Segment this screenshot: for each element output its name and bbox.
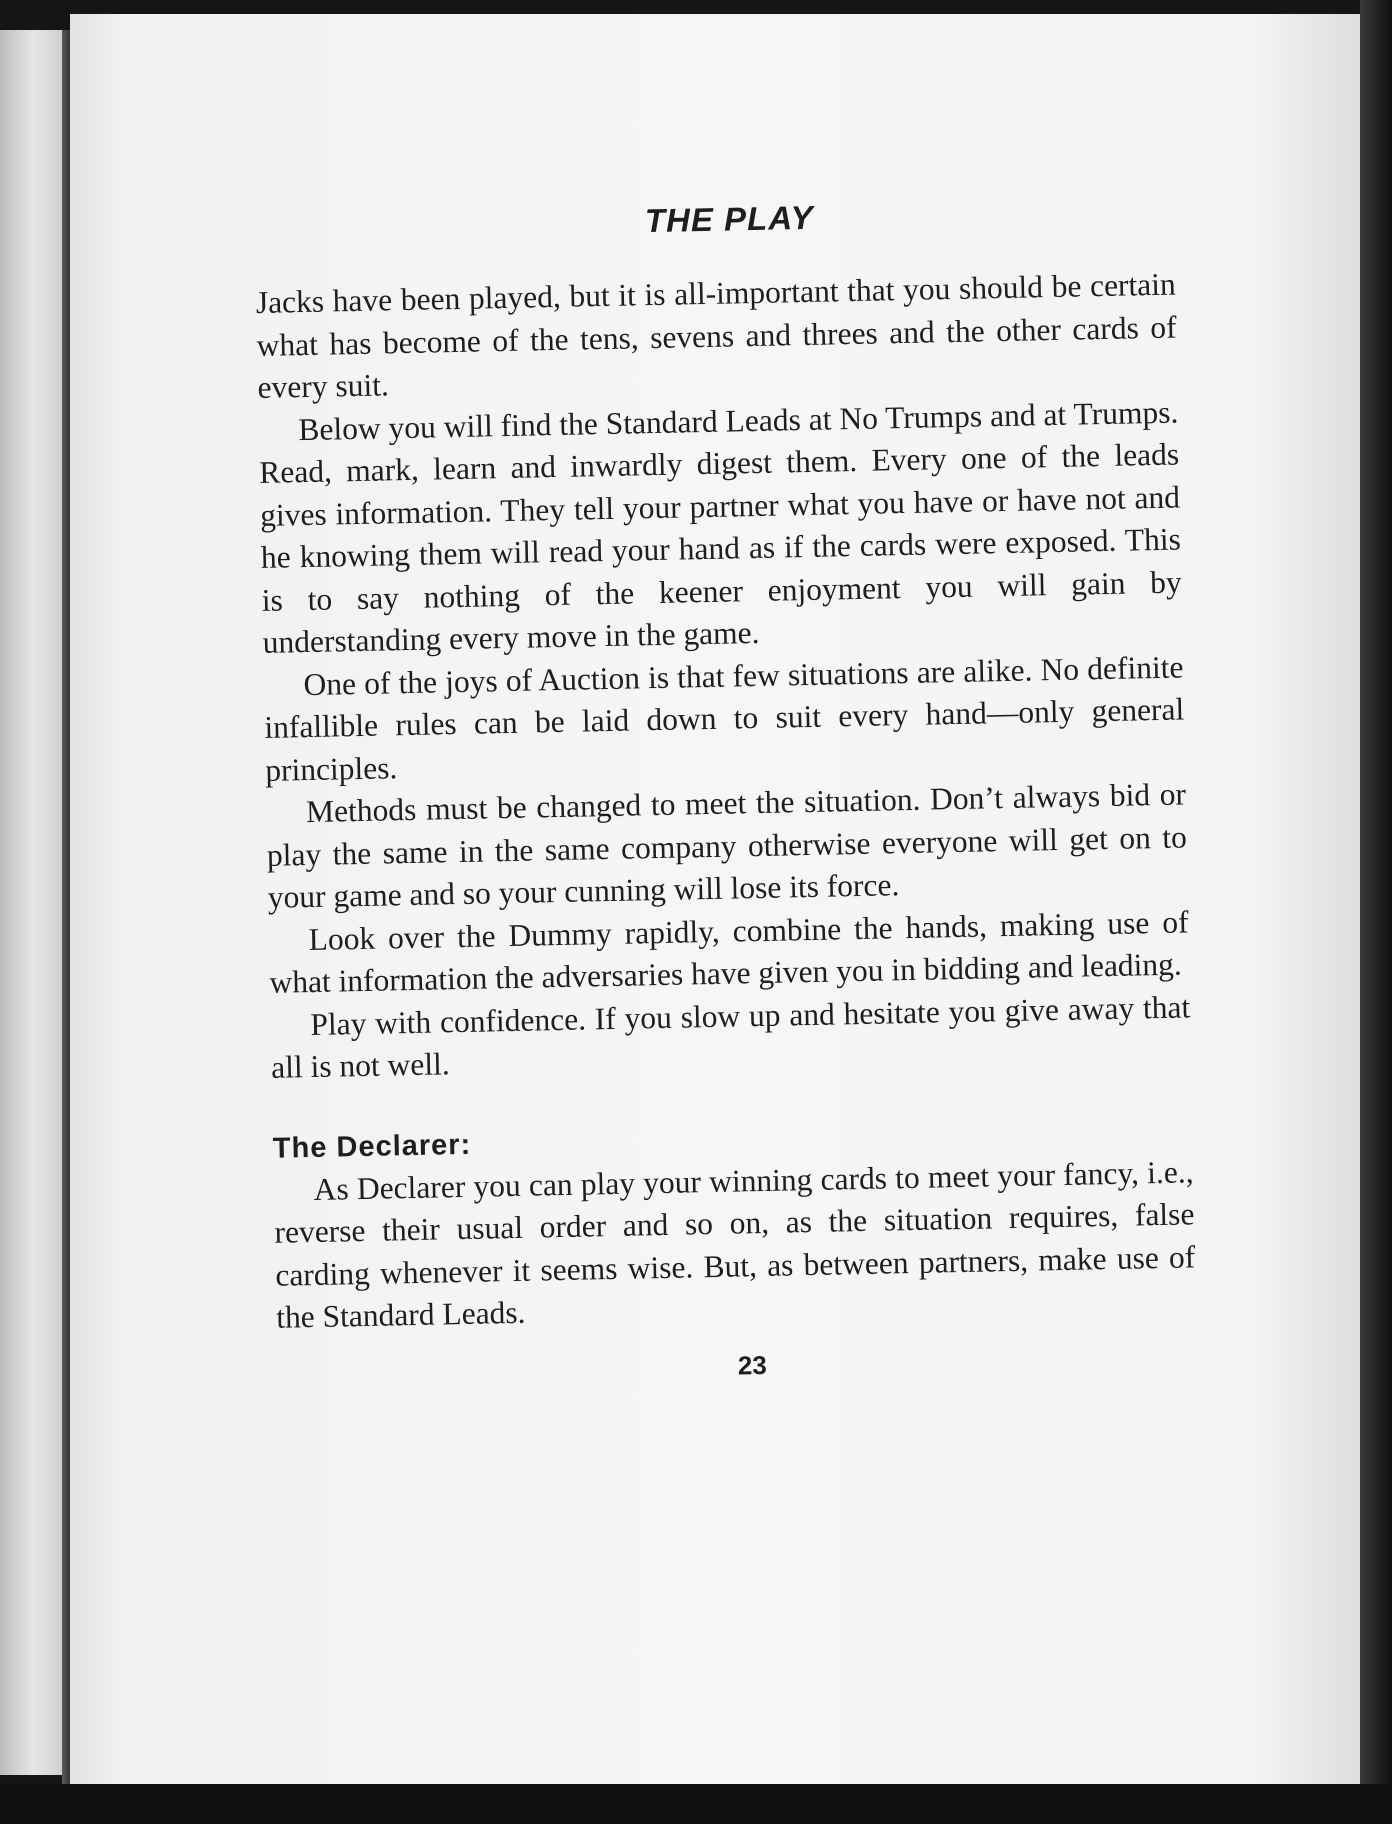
paragraph-methods: Methods must be changed to meet the situation. Don’t always bid or play the same in the same company otherwise everyone will get on to your game and so your cunning will lose its force. — [266, 776, 1188, 915]
running-head: THE PLAY — [644, 198, 814, 240]
page-text-block — [254, 192, 1198, 1391]
page-number: 23 — [737, 1349, 768, 1381]
paragraph-declarer: As Declarer you can play your winning cards to meet your fancy, i.e., reverse their usual order and so on, as the situation requires, false carding whenever it seems wise. But, as between partners, make use of the Standard Leads. — [274, 1153, 1196, 1335]
paragraph-continued: Jacks have been played, but it is all-important that you should be certain what has become of the tens, sevens and threes and the other cards of every suit. — [255, 266, 1177, 405]
paragraph-confidence: Play with confidence. If you slow up and hesitate you give away that all is not well. — [270, 988, 1191, 1085]
paragraph-dummy: Look over the Dummy rapidly, combine the hands, making use of what information the adversaries have given you in bidding and leading. — [269, 903, 1189, 1000]
section-heading-declarer: The Declarer: — [272, 1128, 472, 1165]
book-cover-edge — [1360, 0, 1392, 1824]
previous-page-edge — [0, 30, 62, 1775]
paragraph-joys-of-auction: One of the joys of Auction is that few situations are alike. No definite infallible rules can be laid down to suit every hand—only general principles. — [264, 648, 1185, 788]
bottom-shadow — [0, 1784, 1392, 1824]
paragraph-standard-leads: Below you will find the Standard Leads at No Trumps and at Trumps. Read, mark, learn and inwardly digest them. Every one of the leads gives information. They tell your partner what you have or have not and he knowing them will read your hand as if the cards were exposed. This is to say nothing of the keener enjoyment you will gain by understanding every move in the game. — [258, 393, 1182, 660]
